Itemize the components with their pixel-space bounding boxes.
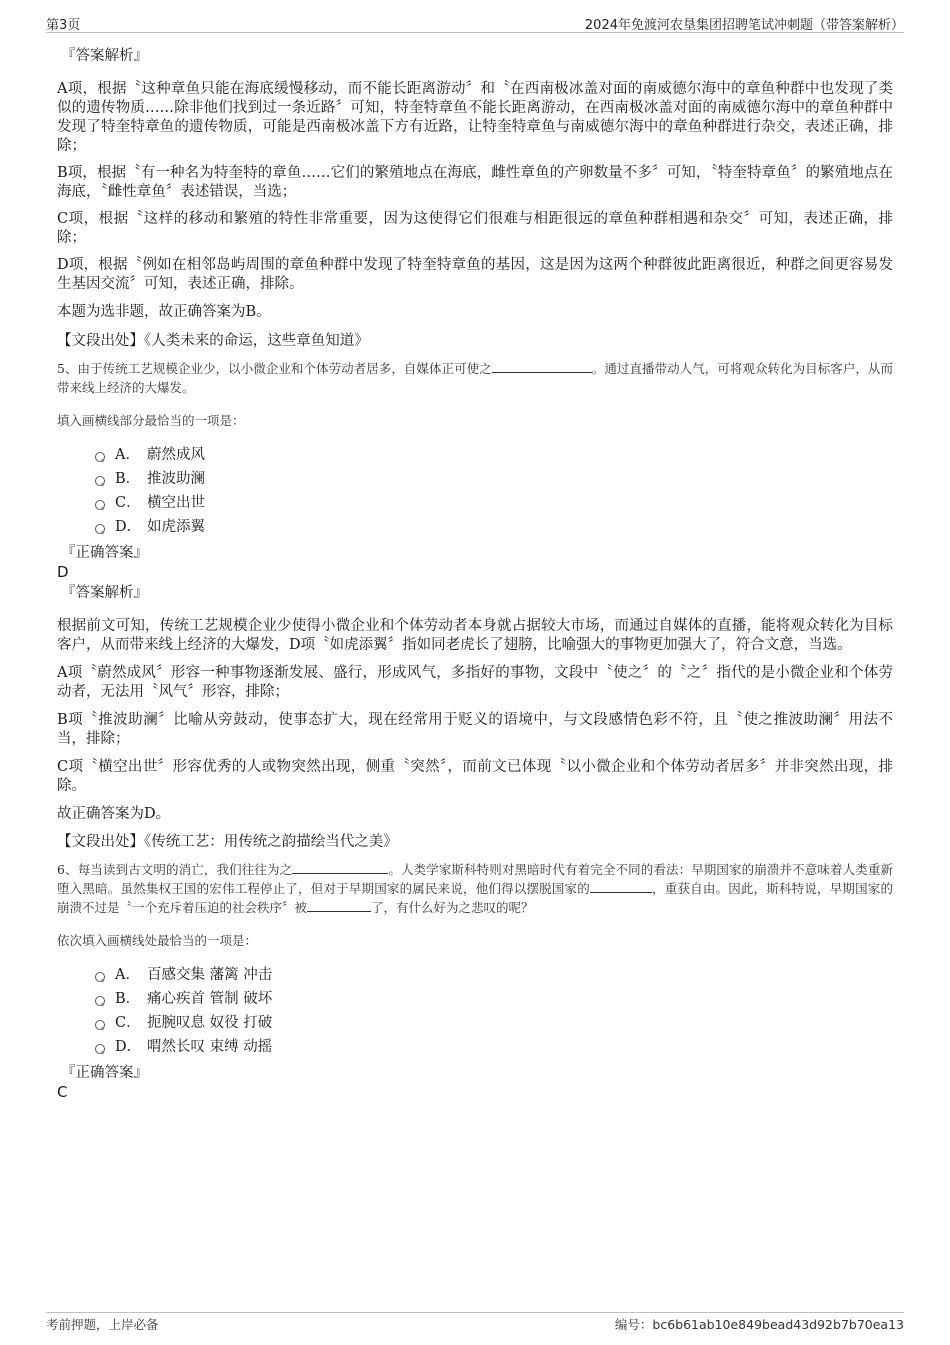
q6-option-c-text: 扼腕叹息 奴役 打破 [147,1015,273,1031]
q6-option-d[interactable] [95,1035,893,1059]
q5-option-b[interactable] [95,467,893,491]
page-footer [46,1312,904,1333]
q6-options [95,963,893,1059]
q6-blank-2 [590,879,652,893]
q5-stem-after: 。通过直播带动人气，可将观众转化为目标客户，从而带来线上经济的大爆发。 [57,361,893,395]
q5-option-c-letter: C． [115,495,141,511]
q6-option-d-letter: D． [115,1039,142,1055]
radio-icon[interactable] [95,972,105,982]
q6-answer-heading: 『正确答案』 [61,1065,148,1081]
radio-icon[interactable] [95,476,105,486]
q4-analysis-b: B项，根据〝有一种名为特奎特的章鱼……它们的繁殖地点在海底，雌性章鱼的产卵数量不多〞可知，〝特奎特章鱼〞的繁殖地点在海底，〝雌性章鱼〞表述错误，当选； [57,165,893,200]
radio-icon[interactable] [95,500,105,510]
q4-analysis-d: D项，根据〝例如在相邻岛屿周围的章鱼种群中发现了特奎特章鱼的基因，这是因为这两个种群彼此距离很近，种群之间更容易发生基因交流〞可知，表述正确，排除。 [57,257,893,292]
q6-stem-1: 6、每当读到古文明的消亡，我们往往为之 [57,862,293,877]
q5-option-d-text: 如虎添翼 [147,519,205,535]
q6-option-b-text: 痛心疾首 管制 破坏 [147,991,273,1007]
q6-stem-3: ，重获自由。因此，斯科特说，早期国家的崩溃不过是〝一个充斥着压迫的社会秩序〞被 [57,881,893,915]
footer-slogan: 考前押题，上岸必备 [46,1317,159,1332]
q5-option-c[interactable] [95,491,893,515]
radio-icon[interactable] [95,1044,105,1054]
q6-option-d-text: 喟然长叹 束缚 动摇 [147,1039,273,1055]
q4-analysis-c: C项，根据〝这样的移动和繁殖的特性非常重要，因为这使得它们很难与相距很远的章鱼种群相遇和杂交〞可知，表述正确，排除； [57,211,893,246]
q4-source: 【文段出处】《人类未来的命运，这些章鱼知道》 [57,333,369,349]
q6-blank-3 [307,898,371,912]
page-header [46,14,904,33]
q5-options [95,443,893,539]
q5-option-a-text: 蔚然成风 [147,447,205,463]
q6-prompt: 依次填入画横线处最恰当的一项是： [57,933,258,948]
q6-stem-2: 。人类学家斯科特则对黑暗时代有着完全不同的看法：早期国家的崩溃并不意味着人类重新堕入黑暗。虽然集权王国的宏伟工程停止了，但对于早期国家的属民来说，他们得以摆脱国家的 [57,862,893,896]
q4-analysis-heading: 『答案解析』 [61,48,148,64]
q5-prompt: 填入画横线部分最恰当的一项是： [57,413,245,428]
q6-option-b-letter: B． [115,991,141,1007]
q5-option-b-letter: B． [115,471,141,487]
q6-option-c[interactable] [95,1011,893,1035]
q5-analysis-a: A项〝蔚然成风〞形容一种事物逐渐发展、盛行，形成风气，多指好的事物，文段中〝使之〞的〝之〞指代的是小微企业和个体劳动者，无法用〝风气〞形容，排除； [57,665,893,700]
q6-option-b[interactable] [95,987,893,1011]
q5-answer: D [57,563,69,581]
q5-answer-heading: 『正确答案』 [61,545,148,561]
q6-option-a-text: 百感交集 藩篱 冲击 [147,967,273,983]
q5-stem-before: 5、由于传统工艺规模企业少，以小微企业和个体劳动者居多，自媒体正可使之 [57,361,492,376]
page-content [57,46,893,1101]
q5-option-a[interactable] [95,443,893,467]
radio-icon[interactable] [95,452,105,462]
q5-analysis-b: B项〝推波助澜〞比喻从旁鼓动，使事态扩大，现在经常用于贬义的语境中，与文段感情色彩不符，且〝使之推波助澜〞用法不当，排除； [57,712,893,747]
page-number: 第3页 [46,18,81,33]
radio-icon[interactable] [95,996,105,1006]
q4-conclusion: 本题为选非题，故正确答案为B。 [57,304,271,320]
q6-blank-1 [292,860,388,874]
q5-option-d[interactable] [95,515,893,539]
q6-stem [57,860,893,917]
q6-option-a[interactable] [95,963,893,987]
q5-option-b-text: 推波助澜 [147,471,205,487]
q5-option-a-letter: A． [115,447,140,463]
q6-answer: C [57,1083,68,1101]
q5-conclusion: 故正确答案为D。 [57,806,171,822]
q5-source: 【文段出处】《传统工艺：用传统之韵描绘当代之美》 [57,834,398,850]
q6-option-c-letter: C． [115,1015,141,1031]
q5-option-d-letter: D． [115,519,142,535]
q5-option-c-text: 横空出世 [147,495,205,511]
q4-analysis-a: A项，根据〝这种章鱼只能在海底缓慢移动，而不能长距离游动〞和〝在西南极冰盖对面的南威德尔海中的章鱼种群中也发现了类似的遗传物质……除非他们找到过一条近路〞可知，特奎特章鱼不能长距离游动，在西南极冰盖对面的南威德尔海中的章鱼种群中发现了特奎特章鱼的遗传物质，可能是西南极冰盖下方有近路，让特奎特章鱼与南威德尔海中的章鱼种群进行杂交，表述正确，排除； [57,81,893,154]
q5-analysis-heading: 『答案解析』 [61,585,148,601]
radio-icon[interactable] [95,524,105,534]
q6-stem-4: 了，有什么好为之悲叹的呢？ [371,900,534,915]
radio-icon[interactable] [95,1020,105,1030]
q5-blank [492,359,592,373]
q5-analysis-c: C项〝横空出世〞形容优秀的人或物突然出现，侧重〝突然〞，而前文已体现〝以小微企业和个体劳动者居多〞并非突然出现，排除。 [57,759,893,794]
document-title: 2024年免渡河农垦集团招聘笔试冲刺题（带答案解析） [584,18,904,33]
document-id: 编号：bc6b61ab10e849bead43d92b7b70ea13 [614,1317,904,1332]
q5-stem [57,359,893,397]
q6-option-a-letter: A． [115,967,140,983]
q5-analysis-main: 根据前文可知，传统工艺规模企业少使得小微企业和个体劳动者本身就占据较大市场，而通过自媒体的直播，能将观众转化为目标客户，从而带来线上经济的大爆发，D项〝如虎添翼〞指如同老虎长了翅膀，比喻强大的事物更加强大了，符合文意，当选。 [57,618,893,653]
